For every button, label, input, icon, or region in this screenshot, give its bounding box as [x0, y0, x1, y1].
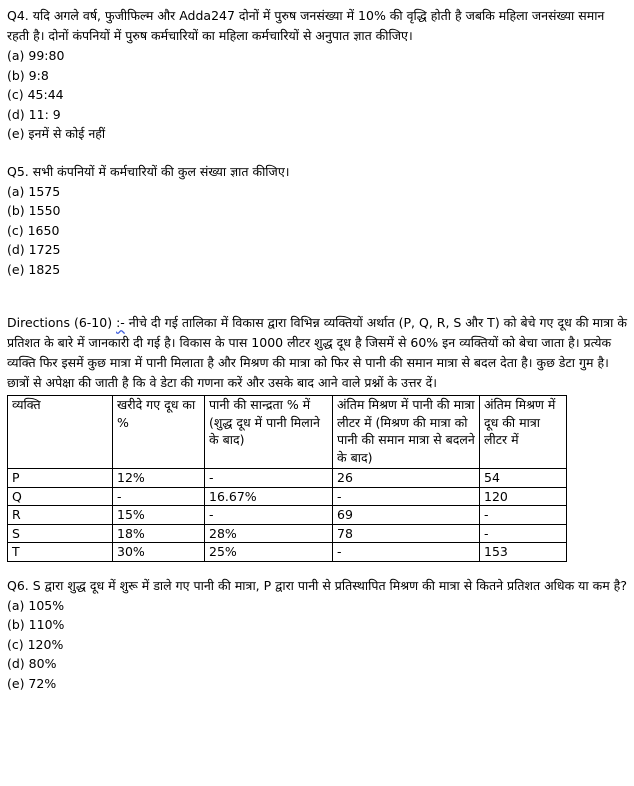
q6-option-b: (b) 110%: [7, 617, 65, 632]
table-cell: -: [333, 543, 480, 562]
q4-option-c: (c) 45:44: [7, 87, 64, 102]
question-4-text: Q4. यदि अगले वर्ष, फुजीफिल्म और Adda247 दोनों में पुरुष जनसंख्या में 10% की वृद्धि होती है जबकि महिला जनसंख्या समान रहती है। दोनों कंपनियों में पुरुष कर्मचारियों का महिला कर्मचारियों से अनुपात ज्ञात कीजिए।: [7, 8, 605, 43]
header-cell: अंतिम मिश्रण में दूध की मात्रा लीटर में: [480, 396, 567, 469]
q5-option-c: (c) 1650: [7, 222, 60, 238]
q6-option-a: (a) 105%: [7, 597, 65, 613]
document-page: [7, 6, 627, 693]
table-cell: 153: [480, 543, 567, 562]
table-cell: 25%: [205, 543, 333, 562]
q4-option-e: (e) इनमें से कोई नहीं: [7, 126, 106, 141]
table-row: [8, 524, 567, 543]
table-cell: 78: [333, 524, 480, 543]
table-cell: 28%: [205, 524, 333, 543]
directions-text: नीचे दी गई तालिका में विकास द्वारा विभिन्न व्यक्तियों अर्थात (P, Q, R, S और T) को बेचे गए दूध की मात्रा के प्रतिशत के बारे में जानकारी दी गई है। विकास के पास 1000 लीटर शुद्ध दूध है जिसमें से 60% इन व्यक्तियों को बेचा जाता है। प्रत्येक व्यक्ति फिर इसमें कुछ मात्रा में पानी मिलाता है और मिश्रण की मात्रा को फिर से पानी की समान मात्रा से बदल देता है। कुछ डेटा गुम है। छात्रों से अपेक्षा की जाती है कि वे डेटा की गणना करें और उसके बाद आने वाले प्रश्नों के उत्तर दें।: [7, 315, 627, 390]
table-row: [8, 469, 567, 488]
q4-option-b: (b) 9:8: [7, 67, 49, 83]
directions-paragraph: [7, 313, 627, 393]
milk-data-table: [7, 395, 567, 562]
table-cell: 18%: [113, 524, 205, 543]
table-cell: 30%: [113, 543, 205, 562]
q6-option-d: (d) 80%: [7, 656, 57, 671]
header-cell: व्यक्ति: [8, 396, 113, 469]
table-cell: -: [205, 506, 333, 525]
table-cell: 16.67%: [205, 487, 333, 506]
table-cell: -: [480, 524, 567, 543]
table-cell: 69: [333, 506, 480, 525]
q6-option-e: (e) 72%: [7, 675, 57, 691]
table-cell: -: [333, 487, 480, 506]
table-cell: T: [8, 543, 113, 562]
q5-option-e: (e) 1825: [7, 261, 61, 277]
table-row: [8, 506, 567, 525]
table-cell: -: [480, 506, 567, 525]
table-cell: 12%: [113, 469, 205, 488]
table-cell: 15%: [113, 506, 205, 525]
table-cell: 120: [480, 487, 567, 506]
table-row: [8, 487, 567, 506]
question-5-text: Q5. सभी कंपनियों में कर्मचारियों की कुल संख्या ज्ञात कीजिए।: [7, 163, 290, 179]
q5-option-d: (d) 1725: [7, 242, 61, 257]
table-cell: 26: [333, 469, 480, 488]
table-cell: Q: [8, 487, 113, 506]
q5-option-b: (b) 1550: [7, 203, 61, 218]
question-6-text: Q6. S द्वारा शुद्ध दूध में शुरू में डाले गए पानी की मात्रा, P द्वारा पानी से प्रतिस्थापित मिश्रण की मात्रा से कितने प्रतिशत अधिक या कम है?: [7, 577, 627, 593]
table-cell: 54: [480, 469, 567, 488]
q4-option-a: (a) 99:80: [7, 48, 65, 63]
table-cell: P: [8, 469, 113, 488]
header-cell: अंतिम मिश्रण में पानी की मात्रा लीटर में (मिश्रण की मात्रा को पानी की समान मात्रा से बदलने के बाद): [333, 396, 480, 469]
table-header-row: [8, 396, 567, 469]
table-cell: S: [8, 524, 113, 543]
table-cell: R: [8, 506, 113, 525]
table-cell: -: [113, 487, 205, 506]
q6-option-c: (c) 120%: [7, 636, 64, 652]
table-row: [8, 543, 567, 562]
table-cell: -: [205, 469, 333, 488]
directions-label-mark: :-: [116, 315, 125, 330]
q5-option-a: (a) 1575: [7, 183, 61, 199]
header-cell: खरीदे गए दूध का %: [113, 396, 205, 469]
directions-label: Directions (6-10): [7, 315, 113, 330]
header-cell: पानी की सान्द्रता % में (शुद्ध दूध में पानी मिलाने के बाद): [205, 396, 333, 469]
q4-option-d: (d) 11: 9: [7, 106, 61, 122]
